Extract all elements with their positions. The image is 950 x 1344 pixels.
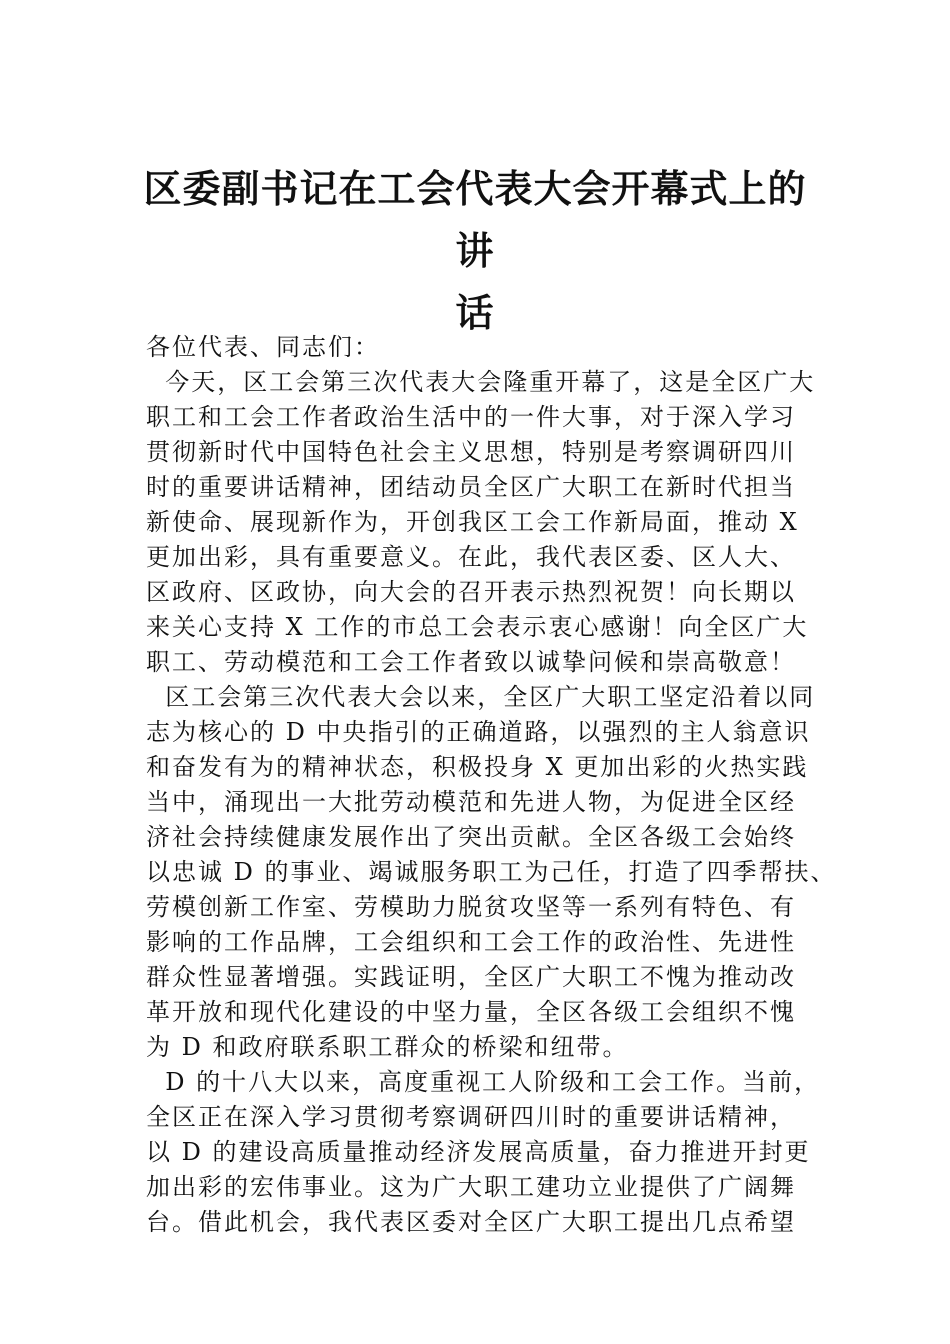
title-line-1: 区委副书记在工会代表大会开幕式上的讲 (143, 166, 807, 273)
body-line: 区工会第三次代表大会以来，全区广大职工坚定沿着以同 (146, 683, 816, 711)
body-line: 今天，区工会第三次代表大会隆重开幕了，这是全区广大 (146, 368, 816, 396)
body-line: 职工、劳动模范和工会工作者致以诚挚问候和崇高敬意！ (146, 648, 796, 676)
body-line: D 的十八大以来，高度重视工人阶级和工会工作。当前， (146, 1068, 821, 1096)
body-line: 新使命、展现新作为，开创我区工会工作新局面，推动 X (146, 508, 799, 536)
body-line: 时的重要讲话精神，团结动员全区广大职工在新时代担当 (146, 473, 796, 501)
body-line: 济社会持续健康发展作出了突出贡献。全区各级工会始终 (146, 823, 796, 851)
body-line: 和奋发有为的精神状态，积极投身 X 更加出彩的火热实践 (146, 753, 809, 781)
body-line: 贯彻新时代中国特色社会主义思想，特别是考察调研四川 (146, 438, 796, 466)
body-line: 以 D 的建设高质量推动经济发展高质量，奋力推进开封更 (146, 1138, 811, 1166)
body-line: 职工和工会工作者政治生活中的一件大事，对于深入学习 (146, 403, 796, 431)
title-line-2: 话 (455, 290, 495, 335)
body-line: 来关心支持 X 工作的市总工会表示衷心感谢！向全区广大 (146, 613, 809, 641)
body-line: 影响的工作品牌，工会组织和工会工作的政治性、先进性 (146, 928, 796, 956)
body-line: 群众性显著增强。实践证明，全区广大职工不愧为推动改 (146, 963, 796, 991)
document-body (146, 330, 837, 1240)
body-line: 劳模创新工作室、劳模助力脱贫攻坚等一系列有特色、有 (146, 893, 796, 921)
body-line: 志为核心的 D 中央指引的正确道路，以强烈的主人翁意识 (146, 718, 811, 746)
salutation: 各位代表、同志们： (146, 333, 380, 361)
body-line: 台。借此机会，我代表区委对全区广大职工提出几点希望 (146, 1208, 796, 1236)
body-line: 革开放和现代化建设的中坚力量，全区各级工会组织不愧 (146, 998, 796, 1026)
body-line: 为 D 和政府联系职工群众的桥梁和纽带。 (146, 1033, 629, 1061)
body-line: 全区正在深入学习贯彻考察调研四川时的重要讲话精神， (146, 1103, 796, 1131)
document-title (140, 158, 810, 344)
body-line: 以忠诚 D 的事业、竭诚服务职工为己任，打造了四季帮扶、 (146, 858, 837, 886)
body-line: 更加出彩，具有重要意义。在此，我代表区委、区人大、 (146, 543, 796, 571)
body-line: 加出彩的宏伟事业。这为广大职工建功立业提供了广阔舞 (146, 1173, 796, 1201)
body-line: 当中，涌现出一大批劳动模范和先进人物，为促进全区经 (146, 788, 796, 816)
body-line: 区政府、区政协，向大会的召开表示热烈祝贺！向长期以 (146, 578, 796, 606)
